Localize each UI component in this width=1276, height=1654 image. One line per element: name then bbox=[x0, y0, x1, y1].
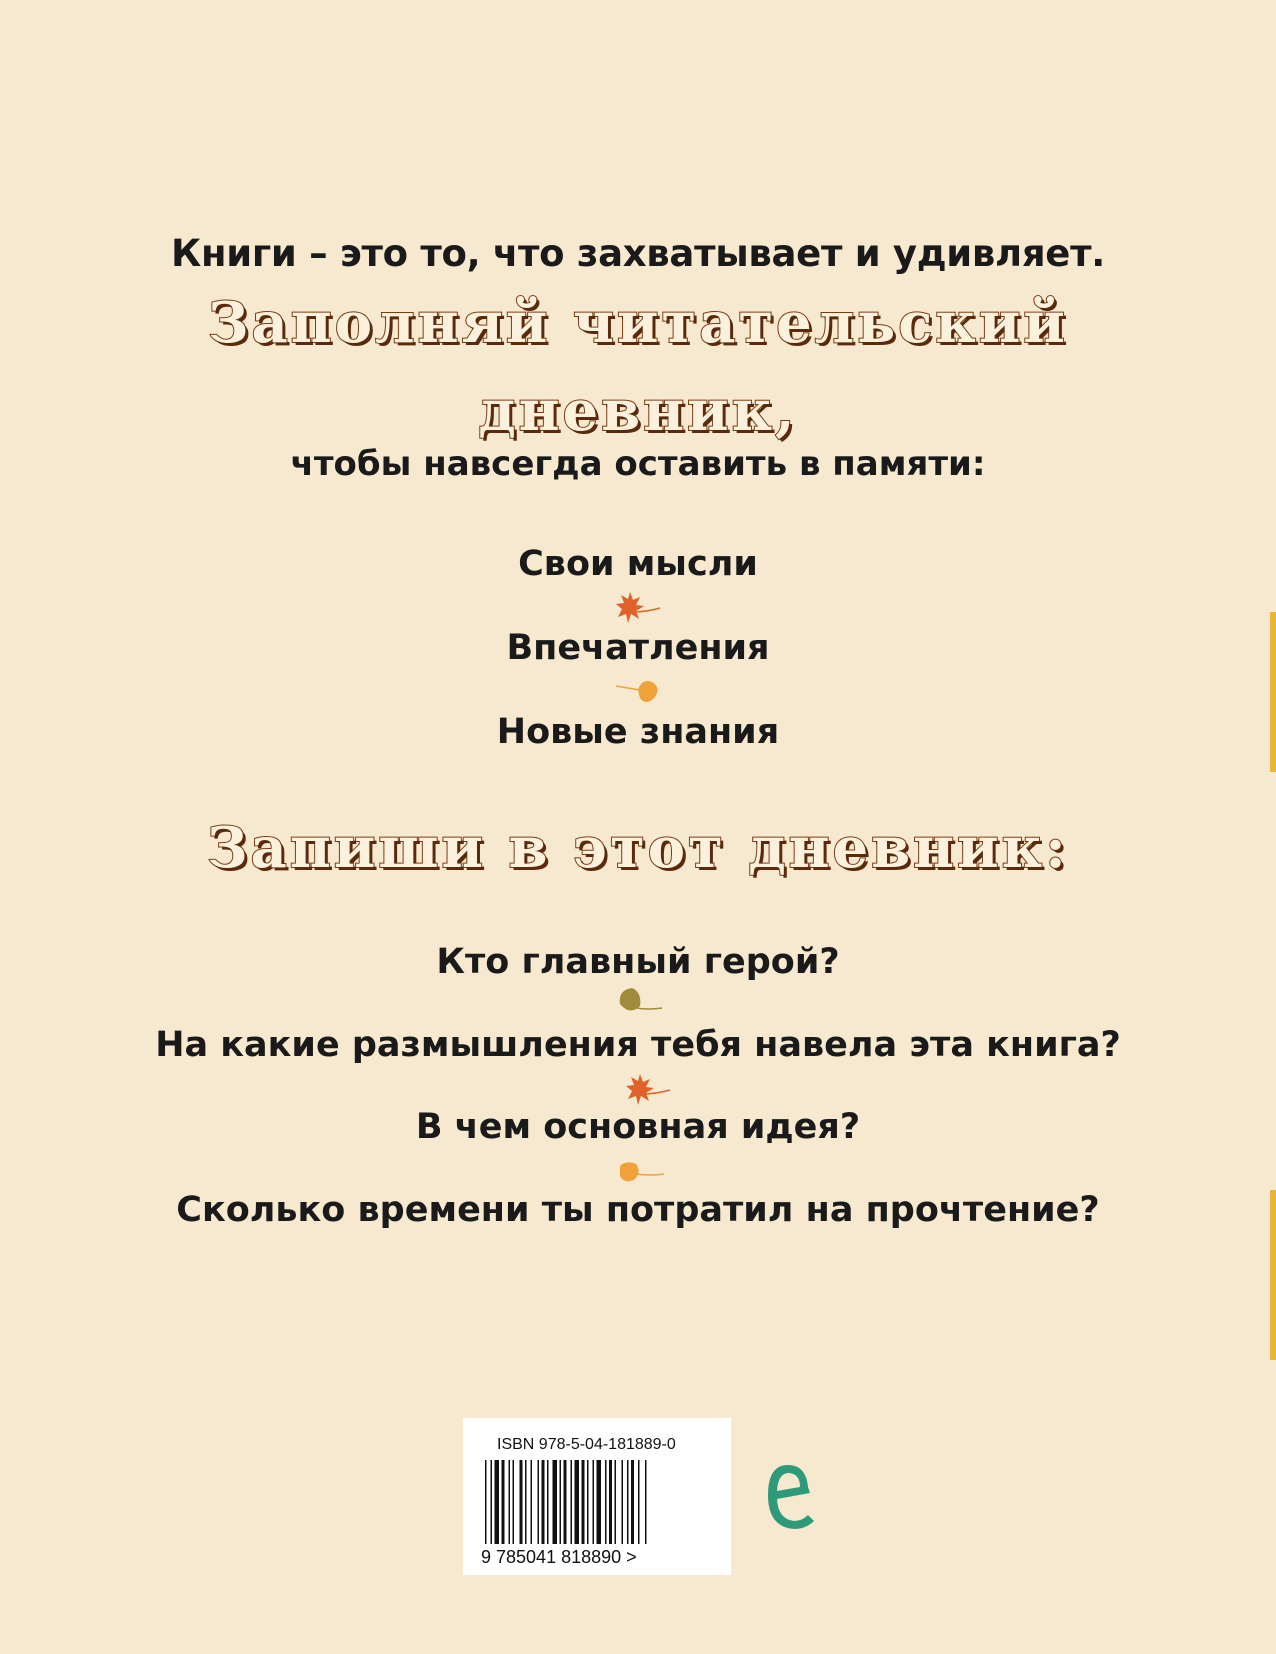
maple-leaf-icon bbox=[626, 1072, 672, 1108]
isbn-barcode bbox=[463, 1418, 731, 1575]
barcode-bar bbox=[587, 1460, 589, 1544]
intro-text: Книги – это то, что захватывает и удивляет. bbox=[171, 232, 1105, 275]
barcode-bar bbox=[597, 1460, 602, 1544]
barcode-bar bbox=[525, 1460, 527, 1544]
memory-item: Впечатления bbox=[506, 628, 770, 668]
heading-fill-diary-line2: дневник, bbox=[478, 378, 798, 444]
barcode-bar bbox=[513, 1460, 515, 1544]
publisher-logo-icon bbox=[760, 1457, 818, 1539]
barcode-bar bbox=[531, 1460, 533, 1544]
barcode-digits: 9 785041 818890 > bbox=[481, 1547, 637, 1567]
barcode-bar bbox=[485, 1460, 487, 1544]
isbn-label: ISBN 978-5-04-181889-0 bbox=[497, 1436, 676, 1453]
barcode-bar bbox=[575, 1460, 580, 1544]
barcode-bar bbox=[622, 1460, 624, 1544]
barcode-bar bbox=[491, 1460, 493, 1544]
barcode-bars bbox=[485, 1460, 709, 1548]
barcode-bar bbox=[560, 1460, 562, 1544]
round-leaf-icon bbox=[616, 1158, 666, 1190]
barcode-bar bbox=[547, 1460, 549, 1544]
question-item: Сколько времени ты потратил на прочтение? bbox=[176, 1190, 1100, 1230]
olive-leaf-icon bbox=[616, 986, 664, 1018]
round-leaf-icon bbox=[614, 676, 660, 706]
barcode-bar bbox=[520, 1460, 523, 1544]
barcode-bar bbox=[638, 1460, 640, 1544]
barcode-bar bbox=[593, 1460, 595, 1544]
barcode-bar bbox=[564, 1460, 567, 1544]
memory-item: Новые знания bbox=[496, 712, 780, 752]
barcode-bar bbox=[615, 1460, 617, 1544]
barcode-bar bbox=[509, 1460, 511, 1544]
barcode-bar bbox=[645, 1460, 647, 1544]
barcode-bar bbox=[553, 1460, 558, 1544]
question-item: Кто главный герой? bbox=[436, 942, 840, 982]
barcode-bar bbox=[582, 1460, 585, 1544]
barcode-bar bbox=[495, 1460, 500, 1544]
heading-fill-diary-line1: Заполняй читательский bbox=[208, 290, 1068, 356]
question-item: На какие размышления тебя навела эта книга? bbox=[155, 1025, 1121, 1065]
barcode-bar bbox=[571, 1460, 573, 1544]
barcode-bar bbox=[627, 1460, 629, 1544]
subtitle-text: чтобы навсегда оставить в памяти: bbox=[290, 444, 986, 484]
barcode-bar bbox=[609, 1460, 612, 1544]
barcode-bar bbox=[502, 1460, 505, 1544]
memory-item: Свои мысли bbox=[518, 544, 758, 584]
barcode-bar bbox=[631, 1460, 634, 1544]
barcode-bar bbox=[605, 1460, 607, 1544]
barcode-bar bbox=[538, 1460, 540, 1544]
heading-write-in-diary: Запиши в этот дневник: bbox=[207, 815, 1069, 881]
barcode-bar bbox=[542, 1460, 545, 1544]
question-item: В чем основная идея? bbox=[415, 1107, 861, 1147]
maple-leaf-icon bbox=[616, 590, 662, 626]
